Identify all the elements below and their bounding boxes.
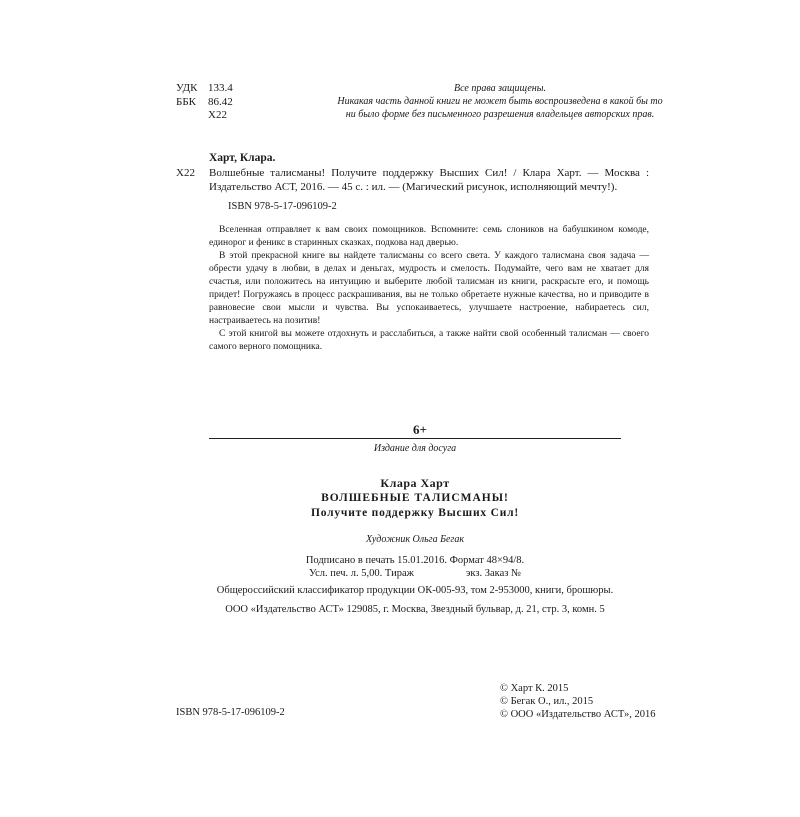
bibliographic-description: Волшебные талисманы! Получите поддержку Высших Сил! / Клара Харт. — Москва : Издательство АСТ, 2016. — 45 с. : ил. — (Магический рисунок, исполняющий мечту!). bbox=[209, 167, 649, 193]
imprint-subtitle: Получите поддержку Высших Сил! bbox=[310, 507, 520, 519]
copyright-line: © Харт К. 2015 bbox=[500, 683, 569, 694]
imprint-classifier: Общероссийский классификатор продукции ОК-005-93, том 2-953000, книги, брошюры. bbox=[216, 585, 614, 596]
imprint-copies-order: экз. Заказ № bbox=[465, 568, 522, 579]
imprint-print-line bbox=[209, 568, 621, 579]
annotation-paragraph: С этой книгой вы можете отдохнуть и расслабиться, а также найти свой особенный талисман — своего самого верного помощника. bbox=[209, 329, 649, 352]
copyright-line: © ООО «Издательство АСТ», 2016 bbox=[500, 709, 656, 720]
imprint-author: Клара Харт bbox=[380, 476, 450, 490]
annotation bbox=[209, 224, 649, 354]
age-rating: 6+ bbox=[413, 422, 427, 437]
bbk-value: 86.42 bbox=[208, 95, 233, 108]
imprint-print-sheets: Усл. печ. л. 5,00. Тираж bbox=[308, 568, 414, 579]
classification-block bbox=[176, 82, 233, 123]
annotation-paragraph: Вселенная отправляет к вам своих помощников. Вспомните: семь слоников на бабушкином комоде, единорог и феникс в старинных сказках, подкова над дверью. bbox=[209, 225, 649, 248]
isbn-bottom: ISBN 978-5-17-096109-2 bbox=[176, 707, 285, 718]
udk-label: УДК bbox=[176, 82, 198, 94]
author-mark-side: Х22 bbox=[176, 167, 195, 179]
imprint-publisher: ООО «Издательство АСТ» 129085, г. Москва, Звездный бульвар, д. 21, стр. 3, комн. 5 bbox=[225, 604, 605, 615]
imprint-signed: Подписано в печать 15.01.2016. Формат 48×94/8. bbox=[305, 555, 525, 566]
copyright-line: © Бегак О., ил., 2015 bbox=[500, 696, 594, 707]
udk-value: 133.4 bbox=[208, 82, 233, 94]
edition-note: Издание для досуга bbox=[373, 443, 457, 454]
rights-notice bbox=[300, 82, 700, 121]
author-heading: Харт, Клара. bbox=[209, 152, 276, 164]
imprint-title: ВОЛШЕБНЫЕ ТАЛИСМАНЫ! bbox=[321, 492, 509, 504]
rights-line: Все права защищены. bbox=[453, 83, 547, 94]
isbn-record: ISBN 978-5-17-096109-2 bbox=[228, 201, 337, 212]
rights-line: ни было форме без письменного разрешения владельцев авторских прав. bbox=[345, 109, 655, 120]
annotation-paragraph: В этой прекрасной книге вы найдете талисманы со всего света. У каждого талисмана своя задача — обрести удачу в любви, в делах и деньгах, мудрость и смелость. Подумайте, чего вам не хватает для счастья, или положитесь на интуицию и выберите любой талисман из книги, раскрасьте его, и помощь придет! Погружаясь в процесс раскрашивания, вы не только обретаете нужные качества, но и приводите в равновесие свои мысли и чувства. Вы успокаиваетесь, улучшаете настроение, набираетесь сил, настраиваетесь на позитив! bbox=[209, 251, 649, 326]
bbk-label: ББК bbox=[176, 95, 196, 108]
divider-rule bbox=[209, 438, 621, 439]
copyright-block bbox=[500, 682, 656, 721]
author-mark: Х22 bbox=[208, 109, 227, 121]
imprint-artist: Художник Ольга Бегак bbox=[365, 534, 465, 545]
rights-line: Никакая часть данной книги не может быть воспроизведена в какой бы то bbox=[337, 96, 663, 107]
